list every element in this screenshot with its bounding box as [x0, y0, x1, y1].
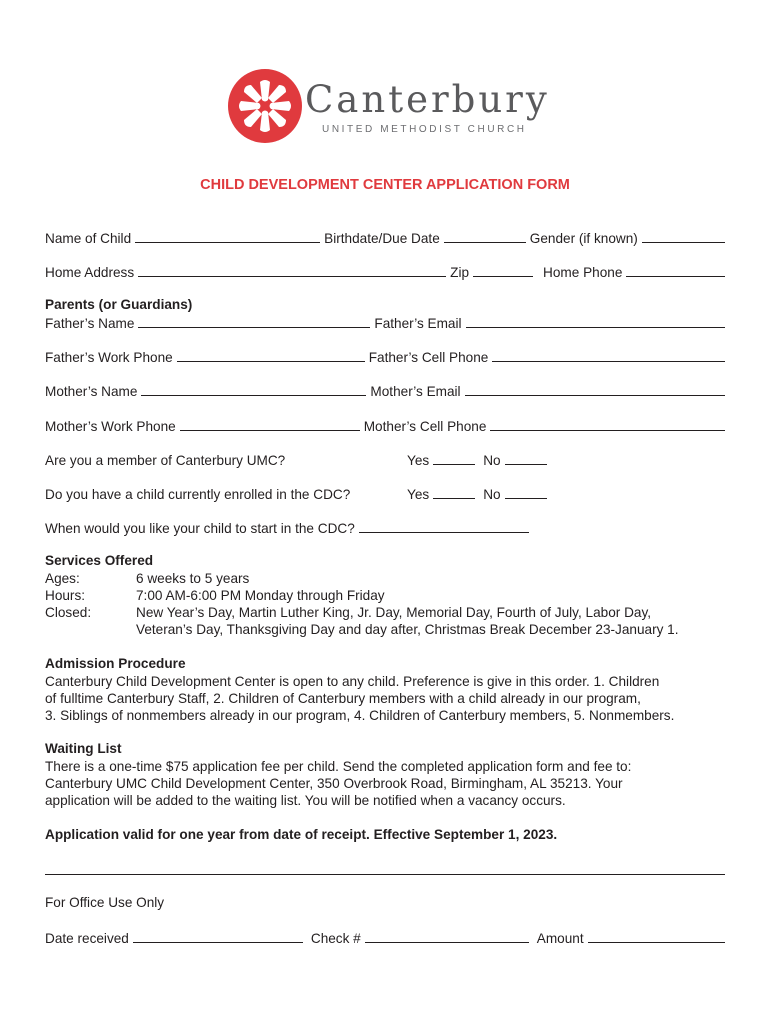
child-row-2: [45, 262, 725, 280]
date-received-label: Date received: [45, 931, 129, 946]
closed-value-2: Veteran’s Day, Thanksgiving Day and day after, Christmas Break December 23-January 1.: [136, 622, 679, 637]
home-phone-field[interactable]: [626, 275, 725, 277]
gender-label: Gender (if known): [529, 231, 638, 246]
mother-cell-label: Mother’s Cell Phone: [363, 419, 487, 434]
start-question-row: [45, 518, 725, 536]
logo-name: Canterbury: [305, 78, 550, 121]
child-name-field[interactable]: [135, 241, 320, 243]
enrolled-yes-field[interactable]: [433, 497, 475, 499]
home-phone-label: Home Phone: [543, 265, 623, 280]
ages-line: [45, 570, 725, 588]
father-email-field[interactable]: [466, 326, 725, 328]
father-work-field[interactable]: [177, 360, 365, 362]
hours-value: 7:00 AM-6:00 PM Monday through Friday: [136, 588, 385, 603]
hours-label: Hours:: [45, 588, 86, 603]
member-yes-label: Yes: [407, 453, 430, 468]
enrolled-question-row: [45, 484, 725, 502]
address-label: Home Address: [45, 265, 135, 280]
form-title: CHILD DEVELOPMENT CENTER APPLICATION FORM: [200, 177, 570, 193]
office-divider: [45, 874, 725, 875]
admission-heading: Admission Procedure: [45, 656, 186, 671]
mother-row-1: [45, 381, 725, 399]
mother-work-label: Mother’s Work Phone: [45, 419, 176, 434]
date-received-field[interactable]: [133, 941, 303, 943]
birthdate-label: Birthdate/Due Date: [324, 231, 440, 246]
father-cell-field[interactable]: [492, 360, 725, 362]
mother-row-2: [45, 416, 725, 434]
father-cell-label: Father’s Cell Phone: [368, 350, 489, 365]
enrolled-no-label: No: [483, 487, 501, 502]
validity-notice: Application valid for one year from date of receipt. Effective September 1, 2023.: [45, 827, 558, 842]
admission-line-2: of fulltime Canterbury Staff, 2. Children of Canterbury members with a child already in our program,: [45, 691, 641, 706]
zip-label: Zip: [450, 265, 470, 280]
office-row: [45, 928, 725, 946]
father-name-field[interactable]: [138, 326, 370, 328]
mother-name-label: Mother’s Name: [45, 384, 138, 399]
amount-label: Amount: [536, 931, 584, 946]
member-no-label: No: [483, 453, 501, 468]
member-question-row: [45, 450, 725, 468]
closed-line-2: [136, 621, 770, 639]
zip-field[interactable]: [473, 275, 533, 277]
father-work-label: Father’s Work Phone: [45, 350, 173, 365]
member-yes-field[interactable]: [433, 463, 475, 465]
enrolled-question: Do you have a child currently enrolled in the CDC?: [45, 487, 351, 502]
birthdate-field[interactable]: [444, 241, 526, 243]
admission-line-1: Canterbury Child Development Center is open to any child. Preference is give in this order. 1. Children: [45, 674, 660, 689]
enrolled-yes-label: Yes: [407, 487, 430, 502]
parents-heading: Parents (or Guardians): [45, 297, 193, 312]
start-date-field[interactable]: [359, 531, 529, 533]
ages-value: 6 weeks to 5 years: [136, 571, 250, 586]
mother-name-field[interactable]: [141, 394, 366, 396]
check-field[interactable]: [365, 941, 529, 943]
father-row-2: [45, 347, 725, 365]
mother-email-field[interactable]: [465, 394, 725, 396]
father-row-1: [45, 313, 725, 331]
waiting-line-1: There is a one-time $75 application fee per child. Send the completed application form and fee to:: [45, 759, 632, 774]
logo: [227, 68, 557, 144]
address-field[interactable]: [138, 275, 446, 277]
amount-field[interactable]: [588, 941, 725, 943]
mother-cell-field[interactable]: [490, 429, 725, 431]
waiting-line-3: application will be added to the waiting list. You will be notified when a vacancy occurs.: [45, 793, 566, 808]
member-question: Are you a member of Canterbury UMC?: [45, 453, 286, 468]
member-no-field[interactable]: [505, 463, 547, 465]
logo-subtitle: UNITED METHODIST CHURCH: [322, 124, 527, 135]
closed-line: [45, 604, 725, 622]
office-heading: For Office Use Only: [45, 895, 165, 910]
waiting-heading: Waiting List: [45, 741, 122, 756]
hours-line: [45, 587, 725, 605]
gender-field[interactable]: [642, 241, 725, 243]
start-question: When would you like your child to start in the CDC?: [45, 521, 355, 536]
cross-emblem-icon: [227, 68, 303, 144]
check-label: Check #: [310, 931, 361, 946]
ages-label: Ages:: [45, 571, 80, 586]
admission-line-3: 3. Siblings of nonmembers already in our program, 4. Children of Canterbury members, 5. Nonmembers.: [45, 708, 675, 723]
waiting-line-2: Canterbury UMC Child Development Center, 350 Overbrook Road, Birmingham, AL 35213. Your: [45, 776, 623, 791]
closed-label: Closed:: [45, 605, 92, 620]
mother-email-label: Mother’s Email: [370, 384, 461, 399]
closed-value-1: New Year’s Day, Martin Luther King, Jr. Day, Memorial Day, Fourth of July, Labor Day,: [136, 605, 652, 620]
enrolled-no-field[interactable]: [505, 497, 547, 499]
mother-work-field[interactable]: [180, 429, 360, 431]
child-name-label: Name of Child: [45, 231, 132, 246]
father-email-label: Father’s Email: [374, 316, 462, 331]
father-name-label: Father’s Name: [45, 316, 135, 331]
child-row-1: [45, 228, 725, 246]
services-heading: Services Offered: [45, 553, 154, 568]
